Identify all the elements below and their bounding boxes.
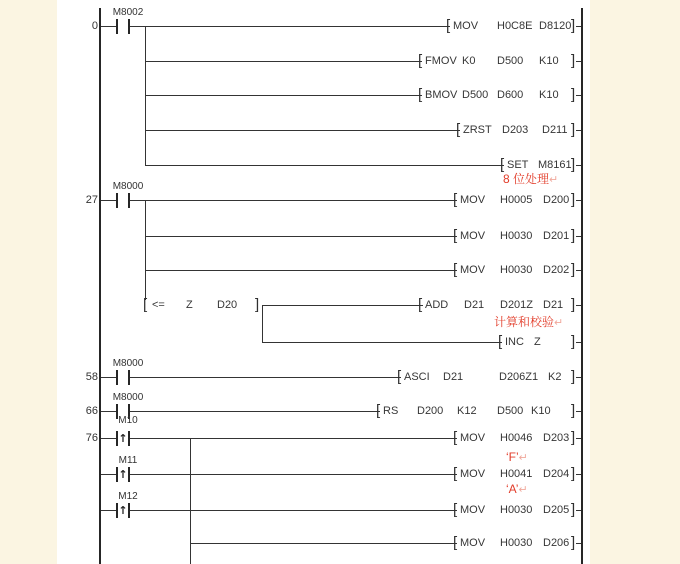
contact-gap [118, 193, 128, 208]
annotation [506, 482, 528, 497]
wire-horizontal [100, 411, 380, 412]
instruction[interactable] [453, 226, 581, 246]
opcode: INC [505, 336, 524, 348]
instruction[interactable] [453, 190, 581, 210]
wire-horizontal [145, 165, 504, 166]
close-bracket: ] [571, 17, 576, 34]
open-bracket: [ [500, 156, 505, 173]
operand: H0041 [500, 468, 533, 480]
close-bracket: ] [571, 429, 576, 446]
operand: D200 [417, 405, 444, 417]
operand: K10 [539, 55, 559, 67]
operand: M8161 [538, 159, 572, 171]
operand: D204 [543, 468, 570, 480]
opcode: <= [152, 299, 165, 311]
close-bracket: ] [571, 333, 576, 350]
normally-open-contact[interactable] [116, 370, 130, 385]
instruction[interactable] [498, 332, 581, 352]
operand: D600 [497, 89, 524, 101]
contact-gap [118, 19, 128, 34]
instruction[interactable] [453, 428, 581, 448]
operand: K12 [457, 405, 477, 417]
operand: D201 [543, 230, 570, 242]
rung-number: 27 [85, 194, 98, 206]
operand: D500 [497, 405, 524, 417]
operand: H0030 [500, 264, 533, 276]
instruction[interactable] [418, 295, 581, 315]
operand: D211 [542, 124, 568, 136]
opcode: MOV [460, 230, 486, 242]
close-bracket: ] [571, 121, 576, 138]
rising-edge-contact[interactable] [116, 467, 130, 482]
annotation-text: ‘F’ [506, 450, 519, 464]
operand: H0C8E [497, 20, 533, 32]
open-bracket: [ [453, 429, 458, 446]
open-bracket: [ [397, 368, 402, 385]
open-bracket: [ [453, 227, 458, 244]
wire-horizontal [100, 474, 457, 475]
operand: H0030 [500, 504, 533, 516]
opcode: MOV [460, 432, 486, 444]
contact-label: M8002 [112, 7, 144, 18]
operand: H0005 [500, 194, 533, 206]
open-bracket: [ [418, 296, 423, 313]
operand: Z [534, 336, 541, 348]
operand: D20 [217, 299, 238, 311]
open-bracket: [ [453, 534, 458, 551]
open-bracket: [ [456, 121, 461, 138]
contact-bar-left-icon [116, 370, 118, 385]
wire-horizontal [100, 200, 457, 201]
operand: D206Z1 [499, 371, 539, 383]
operand: Z [186, 299, 193, 311]
contact-label-clipped [98, 415, 158, 427]
operand: K0 [462, 55, 476, 67]
wire-horizontal [100, 377, 401, 378]
operand: H0030 [500, 230, 533, 242]
open-bracket: [ [453, 501, 458, 518]
wire-horizontal [145, 95, 422, 96]
normally-open-contact[interactable] [116, 193, 130, 208]
wire-horizontal [190, 543, 457, 544]
annotation [503, 172, 558, 187]
contact-label: M12 [118, 491, 138, 502]
contact-bar-left-icon [116, 19, 118, 34]
annotation-text: 8 位处理 [503, 172, 550, 186]
opcode: MOV [460, 504, 486, 516]
open-bracket: [ [418, 86, 423, 103]
wire-horizontal [145, 270, 457, 271]
operand: D500 [462, 89, 489, 101]
annotation-text: 计算和校验 [494, 315, 555, 329]
annotation-text: ‘A’ [506, 482, 519, 496]
operand: D21 [543, 299, 564, 311]
operand: D500 [497, 55, 524, 67]
close-bracket: ] [571, 465, 576, 482]
open-bracket: [ [376, 402, 381, 419]
opcode: BMOV [425, 89, 458, 101]
close-bracket: ] [571, 534, 576, 551]
return-mark-icon: ↵ [518, 484, 528, 496]
operand: D203 [543, 432, 570, 444]
wire-horizontal [100, 438, 457, 439]
rung-number: 58 [85, 371, 98, 383]
opcode: MOV [460, 264, 486, 276]
opcode: ADD [425, 299, 449, 311]
wire-horizontal [100, 510, 457, 511]
wire-vertical [190, 438, 191, 564]
annotation [506, 450, 528, 465]
wire-vertical [145, 200, 146, 300]
operand: K10 [539, 89, 559, 101]
opcode: FMOV [425, 55, 457, 67]
instruction[interactable] [446, 16, 581, 36]
open-bracket: [ [498, 333, 503, 350]
operand: D202 [543, 264, 570, 276]
contact-label: M11 [118, 455, 138, 466]
instruction[interactable] [453, 464, 581, 484]
operand: D201Z [500, 299, 534, 311]
contact-label: M10 [118, 415, 138, 426]
opcode: ASCI [404, 371, 430, 383]
opcode: SET [507, 159, 529, 171]
rising-edge-contact[interactable] [116, 431, 130, 446]
operand: H0030 [500, 537, 533, 549]
right-power-rail [581, 8, 583, 564]
operand: D203 [502, 124, 529, 136]
wire-horizontal [145, 130, 460, 131]
instruction[interactable] [456, 120, 581, 140]
open-bracket: [ [453, 465, 458, 482]
opcode: MOV [460, 468, 486, 480]
rung-number: 76 [85, 432, 98, 444]
close-bracket: ] [571, 402, 576, 419]
close-bracket: ] [571, 52, 576, 69]
close-bracket: ] [571, 501, 576, 518]
operand: D205 [543, 504, 570, 516]
close-bracket: ] [571, 227, 576, 244]
operand: D200 [543, 194, 570, 206]
operand: D21 [443, 371, 464, 383]
operand: H0046 [500, 432, 533, 444]
instruction[interactable] [453, 260, 581, 280]
wire-horizontal [145, 61, 422, 62]
contact-label: M8000 [112, 392, 144, 403]
annotation [494, 315, 563, 330]
contact-gap [118, 370, 128, 385]
instruction[interactable] [376, 401, 581, 421]
wire-horizontal [145, 236, 457, 237]
rising-edge-contact[interactable] [116, 503, 130, 518]
close-bracket: ] [571, 156, 576, 173]
close-bracket: ] [571, 368, 576, 385]
rung-number: 66 [85, 405, 98, 417]
close-bracket: ] [571, 86, 576, 103]
contact-bar-left-icon [116, 193, 118, 208]
instruction[interactable] [418, 85, 581, 105]
rising-edge-icon: ↑ [118, 504, 128, 517]
wire-horizontal [100, 26, 450, 27]
contact-bar-right-icon [128, 19, 130, 34]
opcode: RS [383, 405, 399, 417]
close-bracket: ] [571, 261, 576, 278]
operand: D206 [543, 537, 570, 549]
close-bracket: ] [255, 296, 260, 313]
open-bracket: [ [453, 191, 458, 208]
wire-vertical [145, 26, 146, 165]
return-mark-icon: ↵ [554, 317, 564, 329]
compare-instruction[interactable] [143, 295, 265, 315]
operand: D8120 [539, 20, 572, 32]
return-mark-icon: ↵ [518, 452, 528, 464]
operand: K10 [531, 405, 551, 417]
instruction[interactable] [453, 500, 581, 520]
wire-horizontal [262, 342, 502, 343]
instruction[interactable] [418, 51, 581, 71]
rising-edge-icon: ↑ [118, 432, 128, 445]
normally-open-contact[interactable] [116, 19, 130, 34]
wire-horizontal [262, 305, 423, 306]
open-bracket: [ [446, 17, 451, 34]
open-bracket: [ [453, 261, 458, 278]
opcode: MOV [453, 20, 479, 32]
operand: D21 [464, 299, 485, 311]
opcode: MOV [460, 194, 486, 206]
contact-bar-right-icon [128, 193, 130, 208]
return-mark-icon: ↵ [549, 174, 559, 186]
open-bracket: [ [418, 52, 423, 69]
opcode: MOV [460, 537, 486, 549]
left-power-rail [99, 8, 101, 564]
operand: K2 [548, 371, 562, 383]
contact-label: M8000 [112, 358, 144, 369]
open-bracket: [ [143, 296, 148, 313]
instruction[interactable] [397, 367, 581, 387]
close-bracket: ] [571, 191, 576, 208]
opcode: ZRST [463, 124, 492, 136]
rising-edge-icon: ↑ [118, 468, 128, 481]
contact-label: M8000 [112, 181, 144, 192]
contact-bar-right-icon [128, 370, 130, 385]
close-bracket: ] [571, 296, 576, 313]
instruction[interactable] [453, 533, 581, 553]
rung-number: 0 [91, 20, 98, 32]
